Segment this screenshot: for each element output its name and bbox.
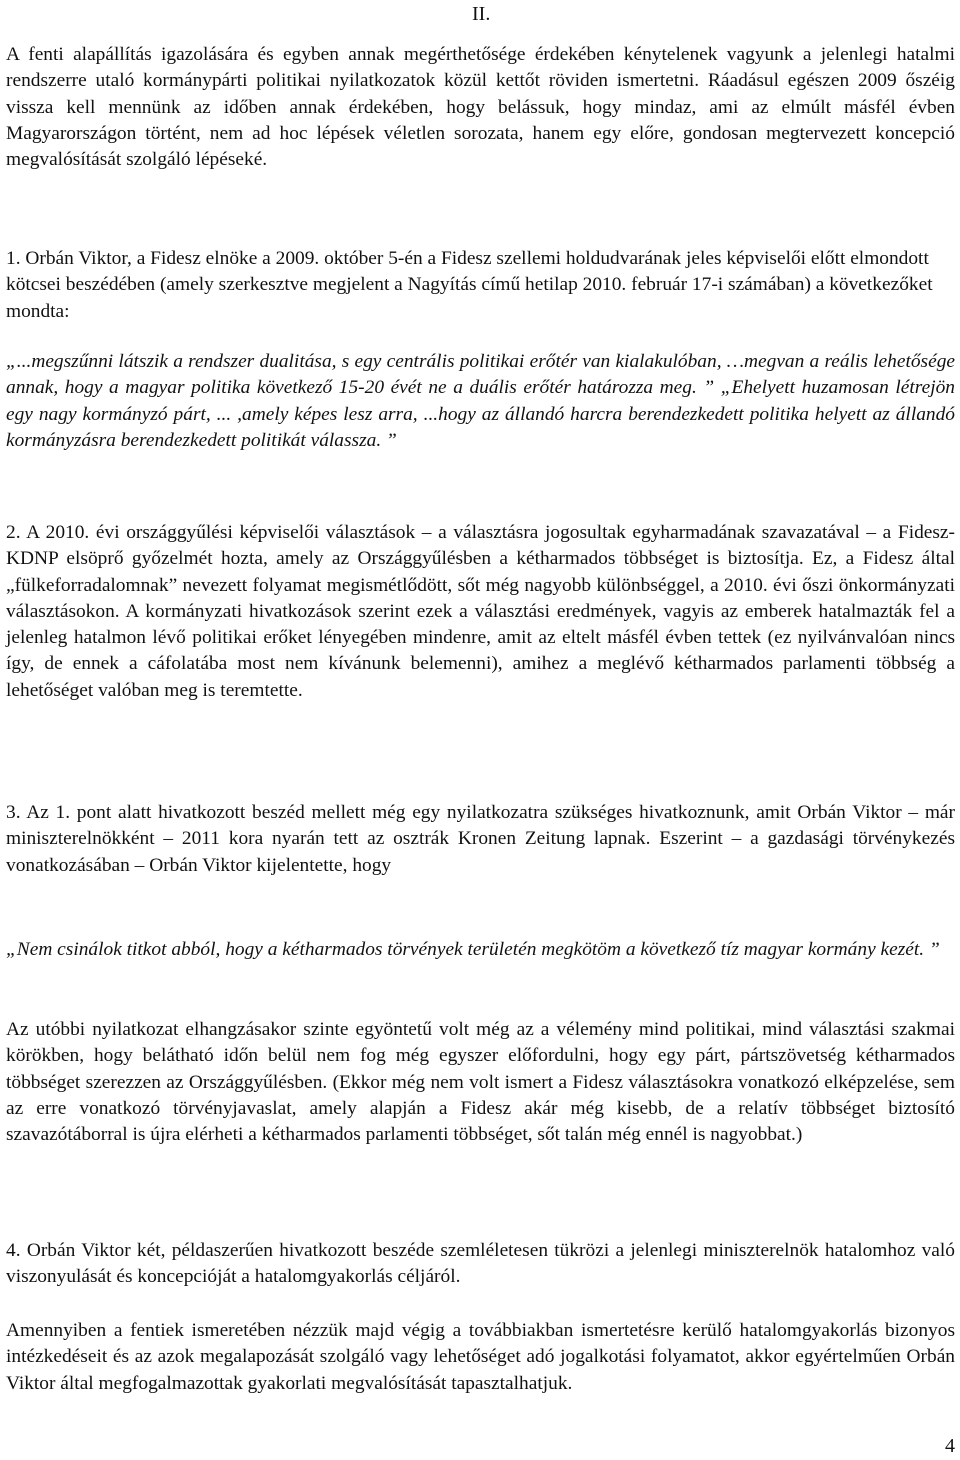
- document-page: [6, 0, 955, 1460]
- section-heading: II.: [472, 3, 491, 25]
- paragraph-reaction: Az utóbbi nyilatkozat elhangzásakor szinte egyöntetű volt még az a vélemény mind politikai, mind választási szakmai körökben, hogy belátható időn belül nem fog még egyszer előfordulni, hogy egy párt, pártszövetség kétharmados többséget szerezzen az Országgyűlésben. (Ekkor még nem volt ismert a Fidesz választásokra vonatkozó elképzelése, sem az erre vonatkozó törvényjavaslat, amely alapján a Fidesz akár még kisebb, de a relatív többséget biztosító szavazótáborral is újra elérheti a kétharmados parlamenti többséget, sőt talán még ennél is nagyobbat.): [6, 1019, 955, 1146]
- quote-kronen-zeitung: „Nem csinálok titkot abból, hogy a kétharmados törvények területén megkötöm a következő tíz magyar kormány kezét. ”: [6, 939, 940, 960]
- paragraph-point-2: 2. A 2010. évi országgyűlési képviselői választások – a választásra jogosultak egyharmadának szavazatával – a Fidesz-KDNP elsöprő győzelmét hozta, amely az Országgyűlésben a kétharmados többséget is biztosítja. Ez, a Fidesz által „fülkeforradalomnak” nevezett folyamat megismétlődött, sőt még nagyobb különbséggel, a 2010. évi őszi önkormányzati választásokon. A kormányzati hivatkozások szerint ezek a választási eredmények, vagyis az emberek hatalmazták fel a jelenleg hatalmon lévő politikai erőket lényegében mindenre, amit az eltelt másfél évben tettek (ez nyilvánvalóan nincs így, de ennek a cáfolatába most nem kívánunk belemenni), amihez a meglévő kétharmados parlamenti többség a lehetőséget valóban meg is teremtette.: [6, 522, 955, 701]
- page-number: 4: [945, 1435, 955, 1457]
- paragraph-point-1: 1. Orbán Viktor, a Fidesz elnöke a 2009. október 5-én a Fidesz szellemi holdudvarának jeles képviselői előtt elmondott kötcsei beszédében (amely szerkesztve megjelent a Nagyítás című hetilap 2010. február 17-i számában) a következőket mondta:: [6, 248, 933, 322]
- paragraph-point-3: 3. Az 1. pont alatt hivatkozott beszéd mellett még egy nyilatkozatra szükséges hivatkoznunk, amit Orbán Viktor – már miniszterelnökként – 2011 kora nyarán tett az osztrák Kronen Zeitung lapnak. Eszerint – a gazdasági törvénykezés vonatkozásában – Orbán Viktor kijelentette, hogy: [6, 802, 955, 876]
- paragraph-intro: A fenti alapállítás igazolására és egyben annak megérthetősége érdekében kénytelenek vagyunk a jelenlegi hatalmi rendszerre utaló kormánypárti politikai nyilatkozatok közül kettőt röviden ismertetni. Ráadásul egészen 2009 őszéig vissza kell mennünk az időben annak érdekében, hogy belássuk, hogy mindaz, ami az elmúlt másfél évben Magyarországon történt, nem ad hoc lépések véletlen sorozata, hanem egy előre, gondosan megtervezett koncepció megvalósítását szolgáló lépéseké.: [6, 44, 955, 171]
- paragraph-conclusion: Amennyiben a fentiek ismeretében nézzük majd végig a továbbiakban ismertetésre kerülő hatalomgyakorlás bizonyos intézkedéseit és az azok megalapozását szolgáló vagy lehetőséget adó jogalkotási folyamatot, akkor egyértelműen Orbán Viktor által megfogalmazottak gyakorlati megvalósítását tapasztalhatjuk.: [6, 1320, 955, 1394]
- paragraph-point-4: 4. Orbán Viktor két, példaszerűen hivatkozott beszéde szemléletesen tükrözi a jelenlegi miniszterelnök hatalomhoz való viszonyulását és koncepcióját a hatalomgyakorlás céljáról.: [6, 1240, 955, 1288]
- quote-kotcse-speech: „...megszűnni látszik a rendszer dualitása, s egy centrális politikai erőtér van kialakulóban, …megvan a reális lehetősége annak, hogy a magyar politika következő 15-20 évét ne a duális erőtér határozza meg. ” „Ehelyett huzamosan létrejön egy nagy kormányzó párt, ... ,amely képes lesz arra, ...hogy az állandó harcra berendezkedett politika helyett az állandó kormányzásra berendezkedett politikát válassza. ”: [6, 351, 955, 451]
